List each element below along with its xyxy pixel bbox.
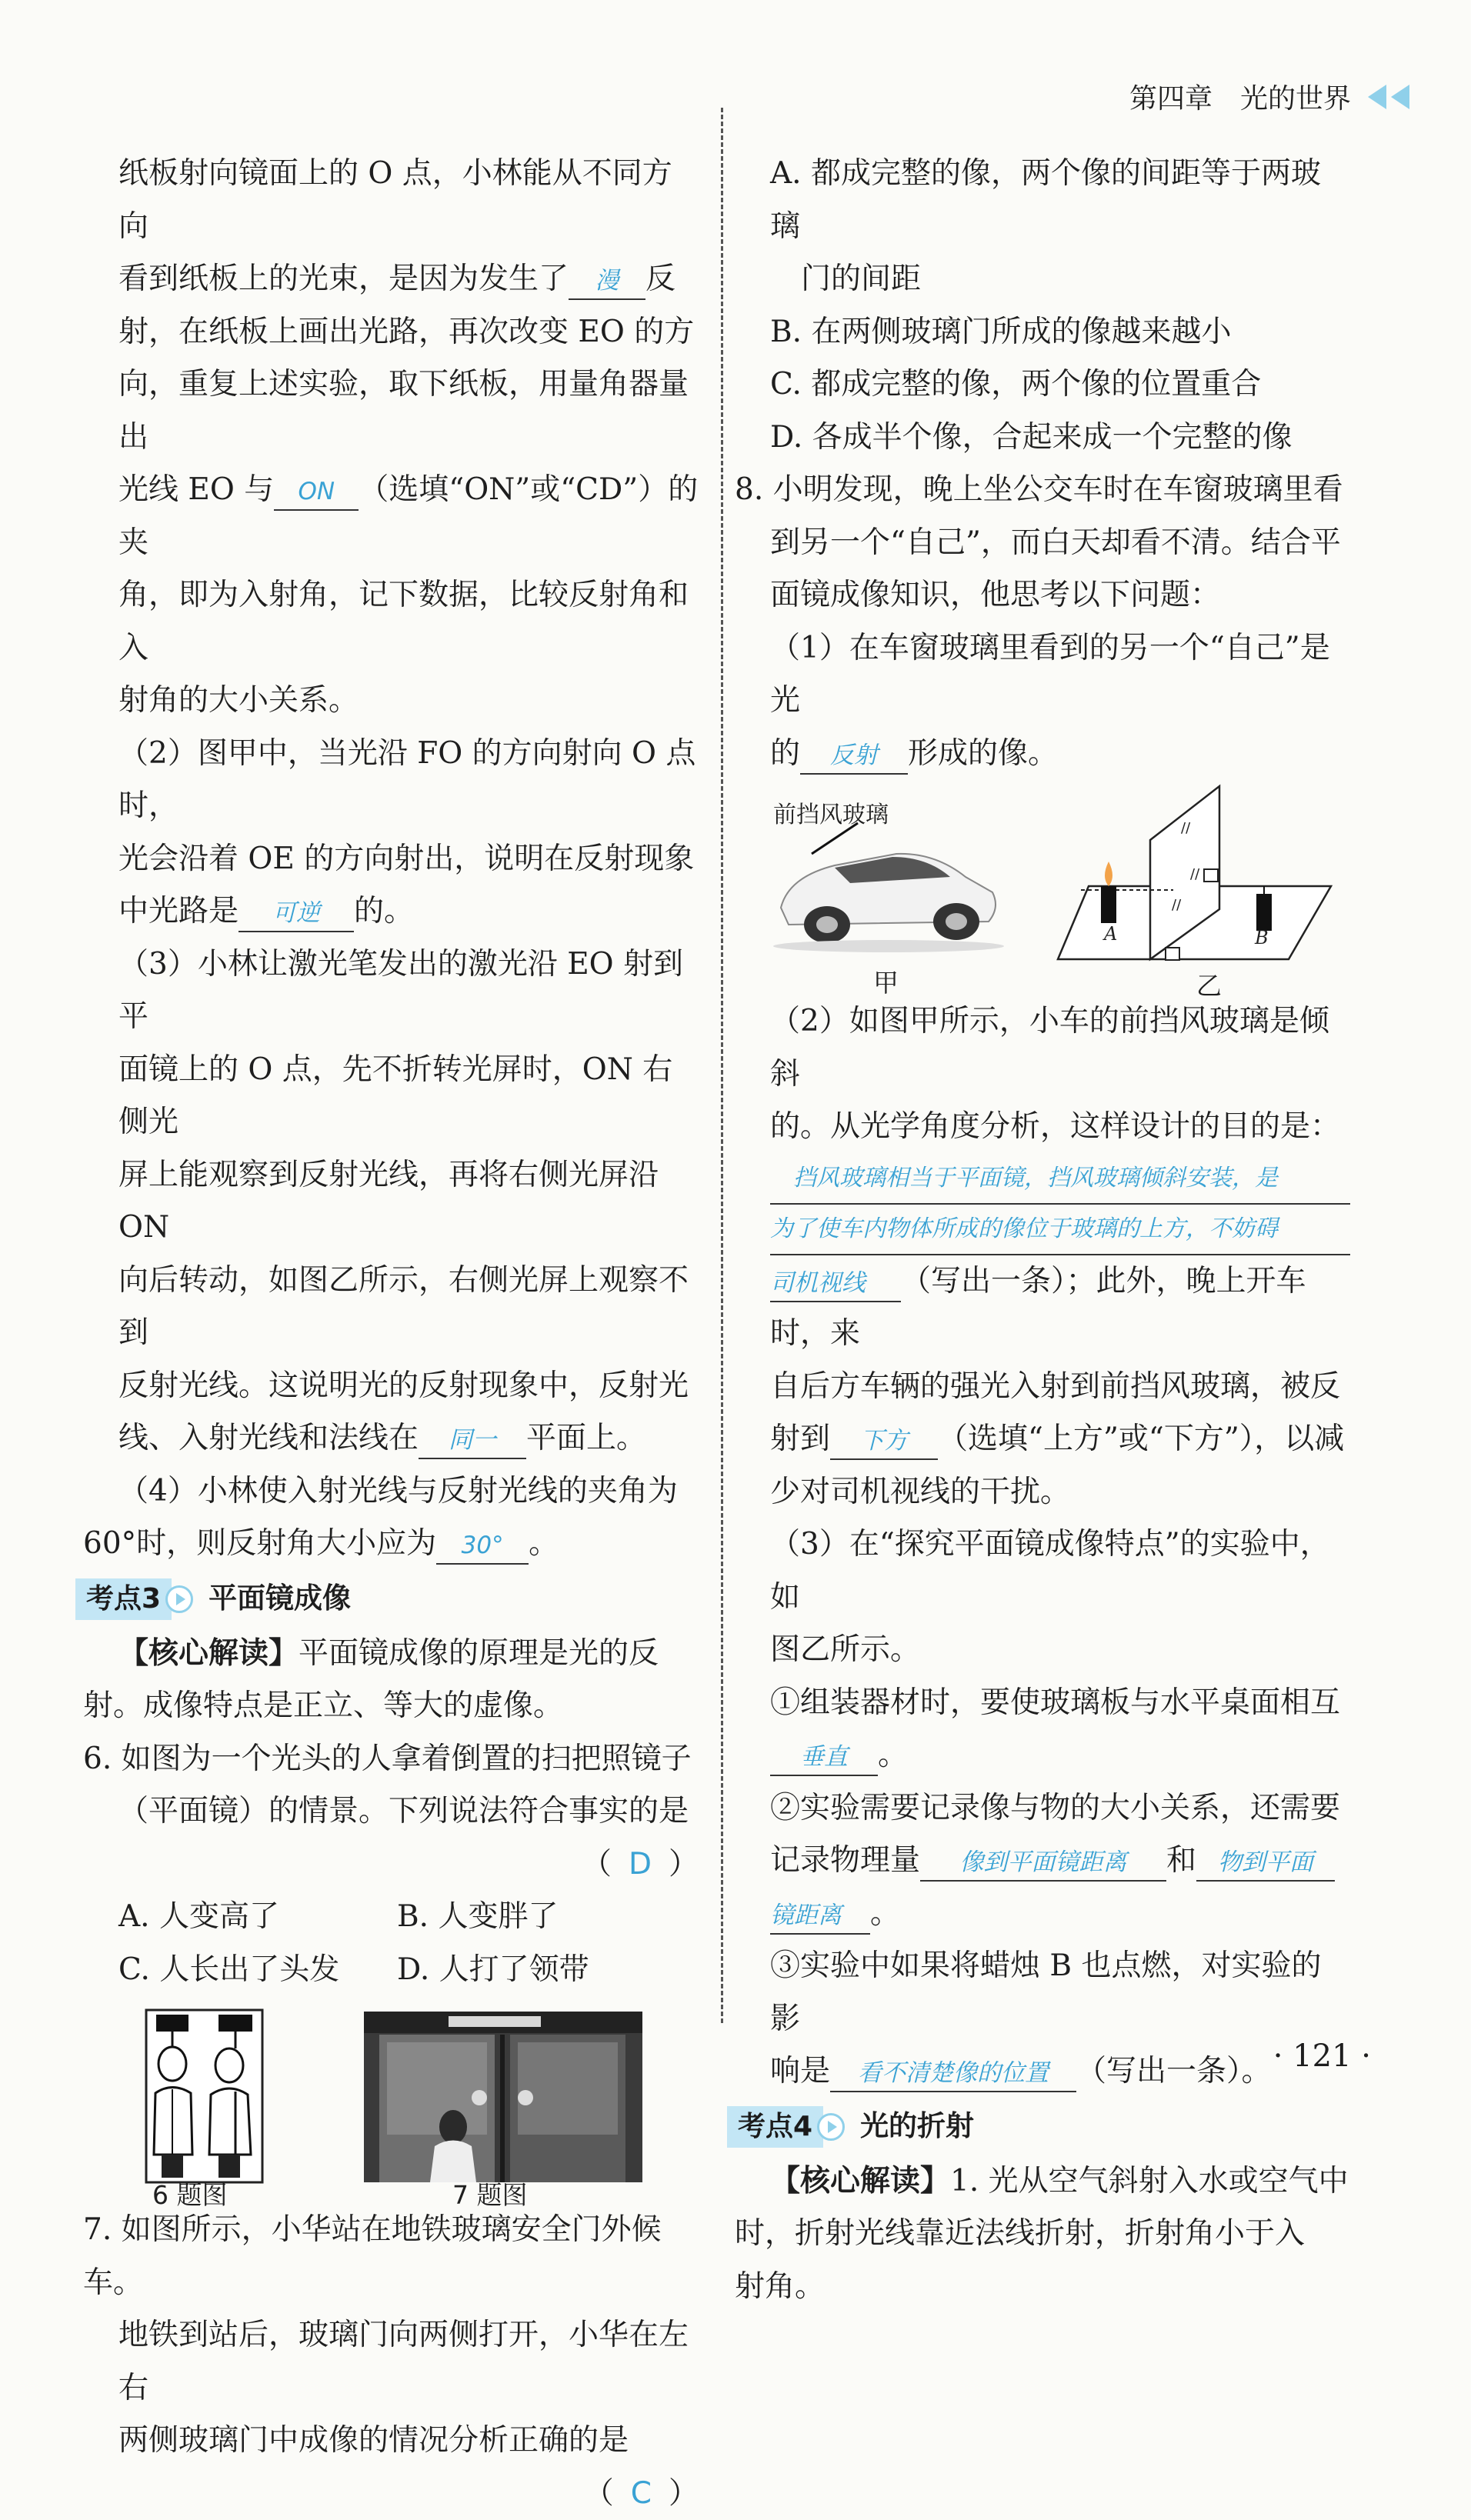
text-line: 光线 EO 与 ON （选填“ON”或“CD”）的夹 <box>83 464 699 569</box>
text-line: （4）小林使入射光线与反射光线的夹角为 <box>83 1465 699 1518</box>
figure-6-mirror <box>145 2008 264 2184</box>
answer-blank: 挡风玻璃相当于平面镜，挡风玻璃倾斜安装，是 <box>770 1154 1350 1205</box>
text-line: 到另一个“自己”，而白天却看不清。结合平 <box>735 517 1350 570</box>
answer-blank: 漫 <box>569 263 645 300</box>
figure-yi-mirror-experiment <box>1058 786 1350 963</box>
windshield-label: 前挡风玻璃 <box>773 789 889 842</box>
text-line: ①组装器材时，要使玻璃板与水平桌面相互 <box>735 1677 1350 1730</box>
text-line: （3）小林让激光笔发出的激光沿 EO 射到平 <box>83 938 699 1044</box>
question-6: 6. 如图为一个光头的人拿着倒置的扫把照镜子 <box>83 1733 699 1786</box>
section-title: 平面镜成像 <box>208 1572 351 1625</box>
text-line: 的 反射 形成的像。 <box>735 728 1350 781</box>
left-column <box>83 148 699 2520</box>
answer-line <box>735 1154 1350 1205</box>
answer-blank: 同一 <box>419 1422 526 1459</box>
text-line: 少对司机视线的干扰。 <box>735 1466 1350 1519</box>
text-line: 向，重复上述实验，取下纸板，用量角器量出 <box>83 358 699 464</box>
text-line: 两侧玻璃门中成像的情况分析正确的是 <box>83 2415 699 2468</box>
text-line: 屏上能观察到反射光线，再将右侧光屏沿 ON <box>83 1149 699 1255</box>
answer-blank: 垂直 <box>770 1739 878 1776</box>
text-line: 面镜上的 O 点，先不折转光屏时，ON 右侧光 <box>83 1044 699 1149</box>
option-a: A. 人变高了 <box>118 1891 397 1944</box>
section-heading-kd3 <box>75 1574 699 1625</box>
text-line: 中光路是 可逆 的。 <box>83 885 699 938</box>
page-header <box>1129 77 1409 116</box>
answer-blank: 像到平面镜距离 <box>920 1845 1166 1882</box>
text-line: 图乙所示。 <box>735 1624 1350 1677</box>
text-line: 纸板射向镜面上的 O 点，小林能从不同方向 <box>83 148 699 253</box>
figure-7-caption: 7 题图 <box>452 2169 528 2222</box>
text-line: 角，即为入射角，记下数据，比较反射角和入 <box>83 569 699 675</box>
text-line: 射。成像特点是正立、等大的虚像。 <box>83 1680 699 1733</box>
svg-text://: // <box>1190 866 1200 882</box>
text-line: 60°时，则反射角大小应为 30° 。 <box>83 1518 699 1571</box>
play-arrow-icon <box>165 1585 193 1613</box>
svg-text://: // <box>1181 820 1191 836</box>
text-line: 门的间距 <box>735 253 1350 306</box>
text-line: （2）如图甲所示，小车的前挡风玻璃是倾斜 <box>735 995 1350 1101</box>
option-c: C. 人长出了头发 <box>118 1944 397 1997</box>
answer-row <box>83 1838 699 1892</box>
option-d: D. 人打了领带 <box>397 1944 675 1997</box>
option-b: B. 在两侧玻璃门所成的像越来越小 <box>735 306 1350 359</box>
section-tag: 考点4 <box>727 2106 823 2148</box>
core-reading: 【核心解读】1. 光从空气斜射入水或空气中 <box>735 2155 1350 2208</box>
right-column <box>735 148 1350 2313</box>
answer-blank: 物到平面 <box>1196 1845 1335 1882</box>
option-b: B. 人变胖了 <box>397 1891 675 1944</box>
text-line: ③实验中如果将蜡烛 B 也点燃，对实验的影 <box>735 1940 1350 2045</box>
section-title: 光的折射 <box>860 2100 974 2153</box>
text-line: 向后转动，如图乙所示，右侧光屏上观察不到 <box>83 1255 699 1360</box>
text-line: 射角的大小关系。 <box>83 675 699 728</box>
answer-blank: 可逆 <box>238 895 354 932</box>
figure-6-caption: 6 题图 <box>152 2169 228 2222</box>
text-line: （2）图甲中，当光沿 FO 的方向射向 O 点时， <box>83 728 699 833</box>
answer-row <box>83 2468 699 2520</box>
figure-row-8 <box>735 780 1350 995</box>
answer-blank: 看不清楚像的位置 <box>830 2055 1076 2092</box>
figure-yi-caption: 乙 <box>1196 960 1222 1013</box>
label-a: A <box>1102 923 1117 945</box>
text-line: （平面镜）的情景。下列说法符合事实的是 <box>83 1785 699 1838</box>
answer-paren: （ D ） <box>582 1838 699 1892</box>
label-b: B <box>1254 927 1269 948</box>
answer-blank: 为了使车内物体所成的像位于玻璃的上方，不妨碍 <box>770 1205 1350 1255</box>
svg-text://: // <box>1172 897 1182 913</box>
section-heading-kd4 <box>727 2102 1350 2152</box>
text-line: 射到 下方 （选填“上方”或“下方”），以减 <box>735 1413 1350 1466</box>
question-7: 7. 如图所示，小华站在地铁玻璃安全门外候车。 <box>83 2204 699 2309</box>
text-line: 看到纸板上的光束，是因为发生了 漫 反 <box>83 253 699 306</box>
text-line: 垂直 。 <box>735 1729 1350 1782</box>
option-c: C. 都成完整的像，两个像的位置重合 <box>735 358 1350 412</box>
column-divider <box>721 108 723 2023</box>
text-line: 反射光线。这说明光的反射现象中，反射光 <box>83 1360 699 1413</box>
answer-blank: ON <box>274 474 359 511</box>
answer-blank: 30° <box>436 1528 529 1565</box>
text-line: 面镜成像知识，他思考以下问题： <box>735 569 1350 622</box>
core-reading: 【核心解读】平面镜成像的原理是光的反 <box>83 1628 699 1681</box>
figure-jia-car-photo <box>766 823 1004 952</box>
text-line: 记录物理量 像到平面镜距离 和 物到平面 <box>735 1835 1350 1888</box>
text-line: 的。从光学角度分析，这样设计的目的是： <box>735 1101 1350 1154</box>
answer-blank: 下方 <box>830 1423 938 1460</box>
figure-row-6-7 <box>83 1996 699 2204</box>
option-a: A. 都成完整的像，两个像的间距等于两玻璃 <box>735 148 1350 253</box>
page-number: · 121 · <box>1273 2038 1371 2074</box>
figure-7-subway-door-photo <box>364 2012 642 2182</box>
text-line: 光会沿着 OE 的方向射出，说明在反射现象 <box>83 833 699 886</box>
answer-blank: 司机视线 <box>770 1265 901 1302</box>
answer-line <box>735 1205 1350 1255</box>
text-line: 射，在纸板上画出光路，再次改变 EO 的方 <box>83 306 699 359</box>
section-tag: 考点3 <box>75 1578 172 1620</box>
options-row <box>83 1944 699 1997</box>
answer-blank: 镜距离 <box>770 1898 870 1935</box>
answer-paren: （ C ） <box>584 2468 699 2520</box>
option-d: D. 各成半个像，合起来成一个完整的像 <box>735 412 1350 465</box>
play-arrow-icon <box>817 2113 845 2141</box>
header-arrow-icon <box>1363 85 1409 109</box>
figure-jia-caption: 甲 <box>873 957 899 1010</box>
text-line: （3）在“探究平面镜成像特点”的实验中，如 <box>735 1518 1350 1624</box>
text-line: 镜距离 。 <box>735 1888 1350 1941</box>
text-line: 射角。 <box>735 2261 1350 2314</box>
text-line: 自后方车辆的强光入射到前挡风玻璃，被反 <box>735 1361 1350 1414</box>
text-line: 司机视线 （写出一条）；此外，晚上开车时，来 <box>735 1255 1350 1361</box>
text-line: 响是 看不清楚像的位置 （写出一条）。 <box>735 2045 1350 2098</box>
chapter-title: 光的世界 <box>1240 77 1351 116</box>
text-line: （1）在车窗玻璃里看到的另一个“自己”是光 <box>735 622 1350 728</box>
text-line: 地铁到站后，玻璃门向两侧打开，小华在左右 <box>83 2309 699 2415</box>
question-8: 8. 小明发现，晚上坐公交车时在车窗玻璃里看 <box>735 464 1350 517</box>
answer-blank: 反射 <box>800 738 908 775</box>
text-line: 时，折射光线靠近法线折射，折射角小于入 <box>735 2208 1350 2261</box>
text-line: ②实验需要记录像与物的大小关系，还需要 <box>735 1782 1350 1835</box>
text-line: 线、入射光线和法线在 同一 平面上。 <box>83 1412 699 1465</box>
chapter-label: 第四章 <box>1129 77 1212 116</box>
options-row <box>83 1891 699 1944</box>
